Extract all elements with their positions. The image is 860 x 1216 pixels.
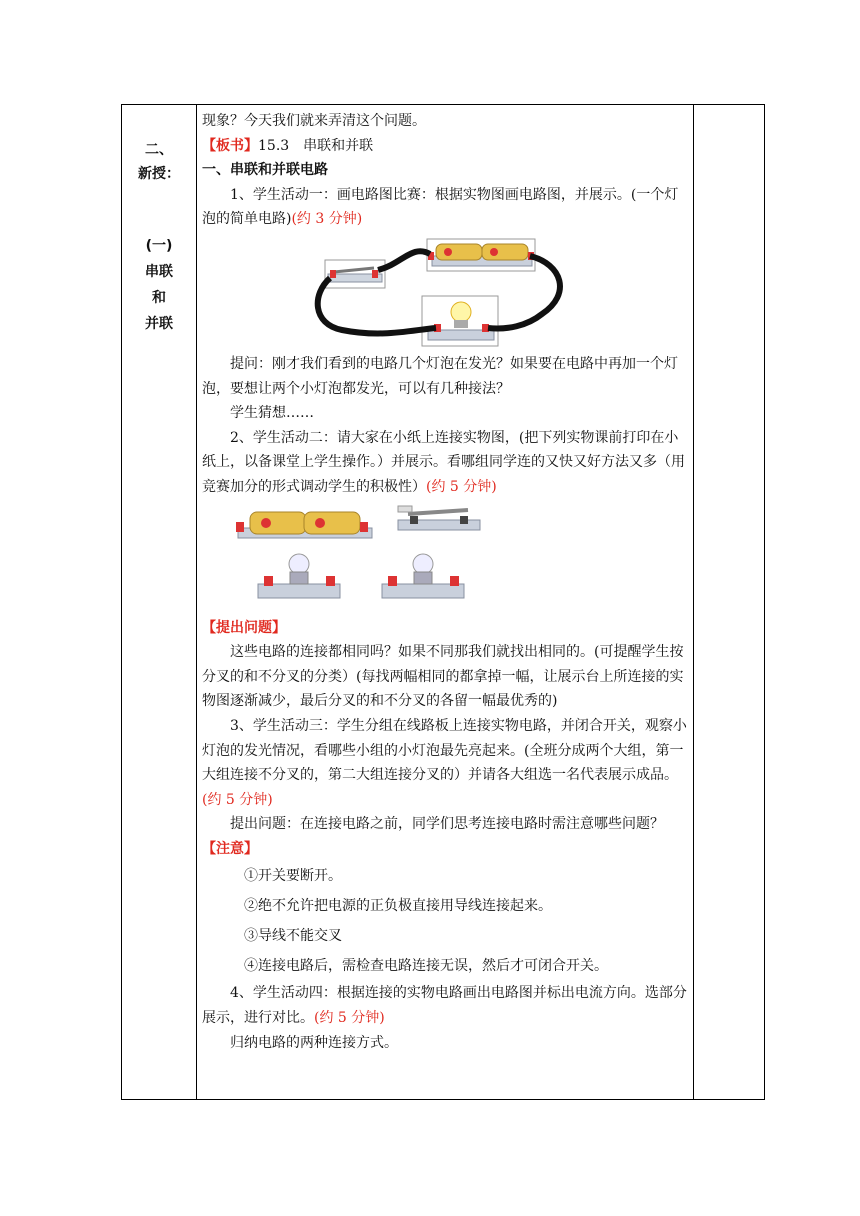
activity-1 bbox=[202, 183, 690, 232]
time-note: (约 3 分钟) bbox=[291, 211, 363, 228]
lesson-content bbox=[202, 109, 690, 1055]
note-item: ②绝不允许把电源的正负极直接用导线连接起来。 bbox=[244, 898, 552, 915]
note-tag: 【注意】 bbox=[202, 840, 258, 857]
guess: 学生猜想…… bbox=[230, 405, 314, 422]
column-divider bbox=[196, 105, 197, 1099]
question: 提问：刚才我们看到的电路几个灯泡在发光？如果要在电路中再加一个灯泡，要想让两个小灯泡都发光，可以有几种接法？ bbox=[202, 355, 678, 397]
section-name: 新授： bbox=[138, 166, 180, 182]
subsection-line: 串联 bbox=[145, 264, 173, 280]
time-note: (约 5 分钟) bbox=[426, 478, 497, 495]
activity-2 bbox=[202, 426, 690, 500]
raise-question: 这些电路的连接都相同吗？如果不同那我们就找出相同的。(可提醒学生按分叉的和不分叉的分类）(每找两幅相同的都拿掉一幅，让展示台上所连接的实物图逐渐减少，最后分叉的和不分叉的各留一幅最优秀的) bbox=[202, 644, 684, 710]
heading: 一、串联和并联电路 bbox=[202, 162, 328, 179]
activity-3 bbox=[202, 714, 690, 812]
subsection-line: 和 bbox=[152, 290, 166, 306]
subsection-line: 并联 bbox=[145, 316, 173, 332]
components-figure bbox=[232, 504, 720, 616]
summary: 归纳电路的两种连接方式。 bbox=[230, 1034, 398, 1051]
circuit-diagram-1 bbox=[242, 234, 730, 352]
section-number: 二、 bbox=[145, 142, 173, 158]
note-item: ③导线不能交叉 bbox=[244, 928, 342, 945]
activity-text: 3、学生活动三：学生分组在线路板上连接实物电路，并闭合开关，观察小灯泡的发光情况，看哪些小组的小灯泡最先亮起来。(全班分成两个大组，第一大组连接不分叉的，第二大组连接分叉的）并请各大组选一名代表展示成品。 bbox=[202, 717, 687, 784]
time-note: (约 5 分钟) bbox=[202, 791, 273, 808]
activity-text: 4、学生活动四：根据连接的实物电路画出电路图并标出电流方向。选部分展示，进行对比。 bbox=[202, 985, 687, 1027]
time-note: (约 5 分钟) bbox=[314, 1010, 385, 1027]
lesson-table bbox=[121, 104, 765, 1100]
board-tag: 【板书】 bbox=[202, 137, 258, 154]
text-line: 现象？今天我们就来弄清这个问题。 bbox=[202, 113, 426, 129]
raise-question-tag: 【提出问题】 bbox=[202, 619, 286, 636]
question-2: 提出问题：在连接电路之前，同学们思考连接电路时需注意哪些问题？ bbox=[230, 816, 664, 833]
board-line bbox=[202, 134, 690, 159]
activity-4 bbox=[202, 981, 690, 1030]
activity-text: 2、学生活动二：请大家在小纸上连接实物图，(把下列实物课前打印在小纸上，以备课堂上学生操作。）并展示。看哪组同学连的又快又好方法又多（用竞赛加分的形式调动学生的积极性） bbox=[202, 429, 685, 495]
note-item: ①开关要断开。 bbox=[244, 868, 342, 885]
subsection-number: (一) bbox=[145, 238, 173, 254]
note-item: ④连接电路后，需检查电路连接无误，然后才可闭合开关。 bbox=[244, 958, 608, 975]
activity-text: 1、学生活动一：画电路图比赛：根据实物图画电路图，并展示。(一个灯泡的简单电路) bbox=[202, 186, 679, 228]
board-text: 15.3 串联和并联 bbox=[258, 137, 374, 154]
